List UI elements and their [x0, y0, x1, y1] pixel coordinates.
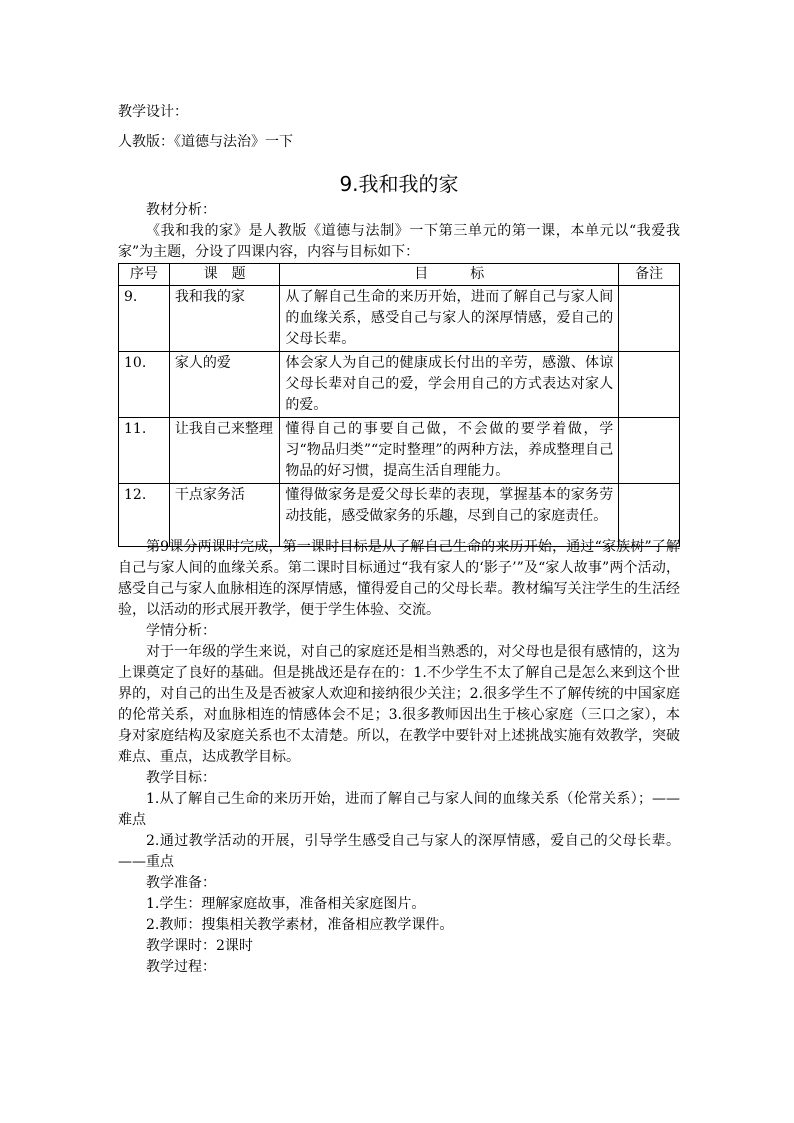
textbook-analysis-heading: 教材分析：	[146, 202, 216, 218]
body-section	[118, 537, 680, 978]
header-topic: 课 题	[169, 264, 279, 286]
table-row	[119, 286, 680, 352]
row-goal: 懂得自己的事要自己做，不会做的要学着做，学习“物品归类”“定时整理”的两种方法，养成整理自己物品的好习惯，提高生活自理能力。	[280, 418, 619, 484]
preparation-heading: 教学准备：	[146, 875, 216, 891]
preparation-item: 1.学生：理解家庭故事，准备相关家庭图片。	[146, 896, 426, 912]
table-header-row	[119, 264, 680, 286]
textbook-analysis-intro: 《我和我的家》是人教版《道德与法制》一下第三单元的第一课，本单元以“我爱我家”为主题，分设了四课内容，内容与目标如下：	[118, 223, 680, 260]
preparation-item: 2.教师：搜集相关教学素材，准备相应教学课件。	[146, 917, 454, 933]
row-goal: 体会家人为自己的健康成长付出的辛劳，感激、体谅父母长辈对自己的爱，学会用自己的方式表达对家人的爱。	[280, 352, 619, 418]
edition-label: 人教版：《道德与法治》一下	[118, 134, 293, 150]
row-note	[619, 286, 680, 352]
unit-goals-table	[118, 263, 680, 547]
lesson-hours: 教学课时：2课时	[146, 938, 253, 954]
row-topic: 我和我的家	[169, 286, 279, 352]
student-analysis-heading: 学情分析：	[146, 623, 216, 639]
row-topic: 家人的爱	[169, 352, 279, 418]
row-no: 9.	[119, 286, 170, 352]
objective-item: 2.通过教学活动的开展，引导学生感受自己与家人的深厚情感，爱自己的父母长辈。——重点	[118, 833, 680, 870]
row-note	[619, 418, 680, 484]
header-note: 备注	[619, 264, 680, 286]
objectives-heading: 教学目标：	[146, 770, 216, 786]
row-no: 11.	[119, 418, 170, 484]
lesson-description: 第9课分两课时完成，第一课时目标是从了解自己生命的来历开始，通过“家族树”了解自己与家人间的血缘关系。第二课时目标通过“我有家人的‘影子’”及“家人故事”两个活动，感受自己与家人血脉相连的深厚情感，懂得爱自己的父母长辈。教材编写关注学生的生活经验，以活动的形式展开教学，便于学生体验、交流。	[118, 539, 680, 618]
table-row	[119, 418, 680, 484]
header-no: 序号	[119, 264, 170, 286]
row-topic: 干点家务活	[169, 484, 279, 547]
process-heading: 教学过程：	[146, 959, 216, 975]
table-row	[119, 352, 680, 418]
row-no: 10.	[119, 352, 170, 418]
page-title: 9.我和我的家	[339, 172, 459, 196]
student-analysis-body: 对于一年级的学生来说，对自己的家庭还是相当熟悉的，对父母也是很有感情的，这为上课奠定了良好的基础。但是挑战还是存在的：1.不少学生不太了解自己是怎么来到这个世界的，对自己的出生及是否被家人欢迎和接纳很少关注；2.很多学生不了解传统的中国家庭的伦常关系，对血脉相连的情感体会不足；3.很多教师因出生于核心家庭（三口之家），本身对家庭结构及家庭关系也不太清楚。所以，在教学中要针对上述挑战实施有效教学，突破难点、重点，达成教学目标。	[118, 644, 680, 765]
objective-item: 1.从了解自己生命的来历开始，进而了解自己与家人间的血缘关系（伦常关系）；——难点	[118, 791, 680, 828]
row-goal: 从了解自己生命的来历开始，进而了解自己与家人间的血缘关系，感受自己与家人的深厚情感，爱自己的父母长辈。	[280, 286, 619, 352]
row-goal: 懂得做家务是爱父母长辈的表现，掌握基本的家务劳动技能，感受做家务的乐趣，尽到自己的家庭责任。	[280, 484, 619, 547]
design-label: 教学设计：	[118, 104, 188, 120]
header-goal: 目 标	[280, 264, 619, 286]
textbook-analysis-section	[118, 200, 680, 263]
row-no: 12.	[119, 484, 170, 547]
row-note	[619, 352, 680, 418]
row-topic: 让我自己来整理	[169, 418, 279, 484]
